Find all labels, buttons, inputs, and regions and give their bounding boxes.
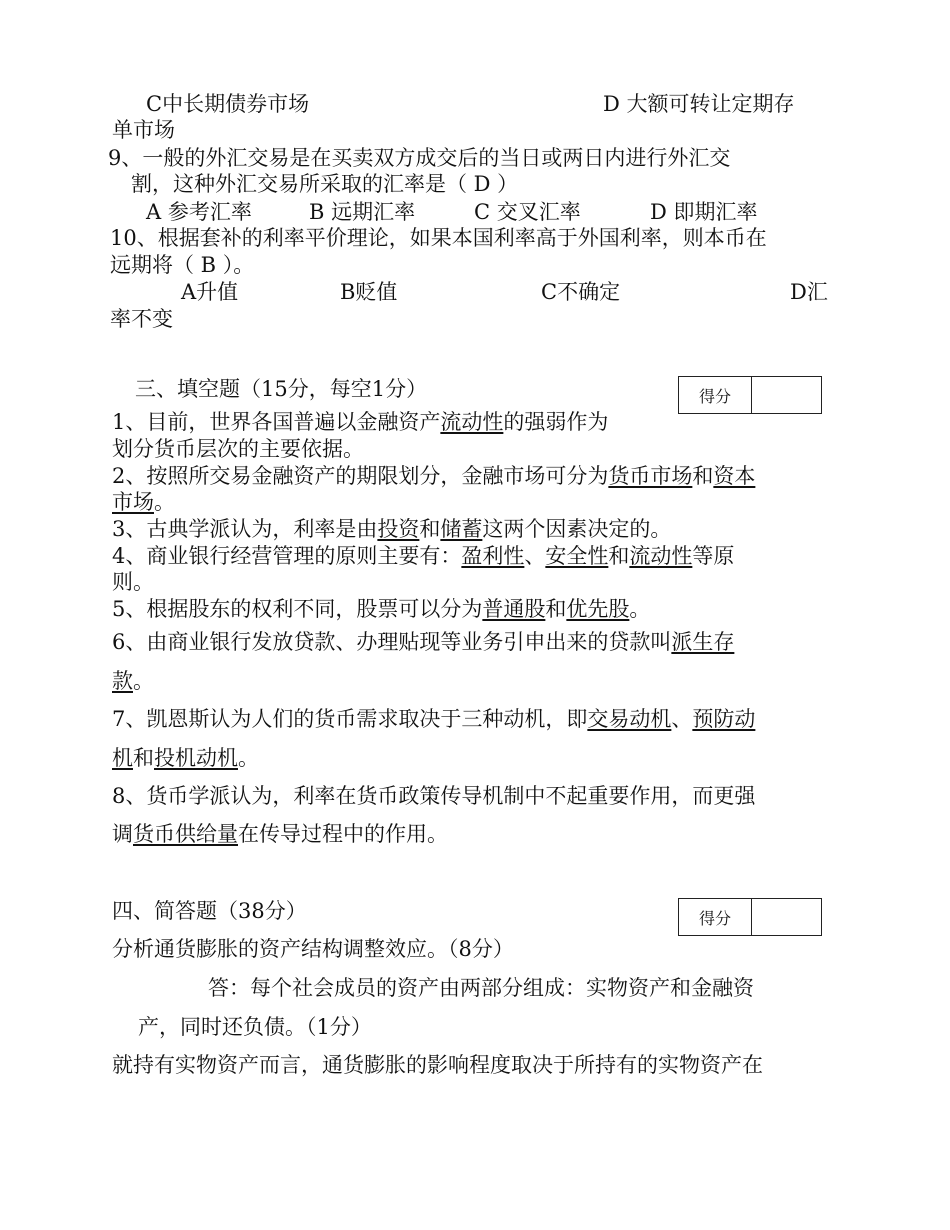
answer-blank: 投资 [377,517,420,541]
fill-item-4: 4、商业银行经营管理的原则主要有：盈利性、安全性和流动性等原 [112,544,735,568]
q10-option-b: B贬值 [340,280,398,304]
q9-option-b: B 远期汇率 [309,200,416,224]
q10-option-a: A升值 [181,280,239,304]
fill-item-8: 8、货币学派认为，利率在货币政策传导机制中不起重要作用，而更强 [112,784,756,808]
answer-line-1: 答：每个社会成员的资产由两部分组成：实物资产和金融资 [208,976,754,1000]
q9-stem-line1: 9、一般的外汇交易是在买卖双方成交后的当日或两日内进行外汇交 [108,146,731,170]
answer-blank: 优先股 [566,597,630,621]
q9-option-a: A 参考汇率 [146,200,252,224]
section4-title: 四、简答题（38分） [112,899,307,923]
section4-question: 分析通货膨胀的资产结构调整效应。（8分） [112,937,514,961]
q8-option-c: C中长期债券市场 [146,92,310,116]
fill-item-3: 3、古典学派认为，利率是由投资和储蓄这两个因素决定的。 [112,517,672,541]
fill-item-1: 1、目前，世界各国普遍以金融资产流动性的强弱作为 [112,410,609,434]
fill-item-2: 2、按照所交易金融资产的期限划分，金融市场可分为货币市场和资本 [112,464,756,488]
q10-stem-line1: 10、根据套补的利率平价理论，如果本国利率高于外国利率，则本币在 [110,226,767,250]
answer-blank: 货币供给量 [133,822,238,846]
section3-score-field[interactable] [752,377,821,413]
fill-item-4-line2: 则。 [112,570,154,594]
q10-option-c: C不确定 [541,280,621,304]
section3-title: 三、填空题（15分，每空1分） [135,377,428,401]
answer-blank: 货币市场 [608,464,693,488]
fill-item-6: 6、由商业银行发放贷款、办理贴现等业务引申出来的贷款叫派生存 [112,630,735,654]
answer-line-3: 就持有实物资产而言，通货膨胀的影响程度取决于所持有的实物资产在 [112,1053,763,1077]
answer-blank: 资本 [713,464,756,488]
fill-item-7: 7、凯恩斯认为人们的货币需求取决于三种动机，即交易动机、预防动 [112,707,756,731]
section4-score-label: 得分 [679,899,752,935]
q9-stem-line2: 割，这种外汇交易所采取的汇率是（ D ） [131,172,519,196]
answer-blank: 市场 [112,490,154,514]
fill-item-8-line2: 调货币供给量在传导过程中的作用。 [112,822,448,846]
section3-score-box [678,376,822,414]
fill-item-7-line2: 机和投机动机。 [112,746,259,770]
fill-item-1-line2: 划分货币层次的主要依据。 [112,437,364,461]
answer-blank: 流动性 [440,410,504,434]
q8-option-d-continued: 单市场 [112,118,175,142]
q9-option-d: D 即期汇率 [650,200,758,224]
section4-score-box [678,898,822,936]
answer-blank: 普通股 [482,597,546,621]
fill-item-6-line2: 款。 [112,669,154,693]
q10-option-d: D汇 [790,280,828,304]
q9-option-c: C 交叉汇率 [474,200,581,224]
section3-score-label: 得分 [679,377,752,413]
answer-blank: 投机动机 [154,746,238,770]
q10-option-d-continued: 率不变 [110,307,173,331]
answer-blank: 派生存 [671,630,735,654]
section4-score-field[interactable] [752,899,821,935]
q8-option-d: D 大额可转让定期存 [603,92,795,116]
answer-blank: 流动性 [629,544,693,568]
answer-blank: 款 [112,669,133,693]
q10-stem-line2: 远期将（ B ）。 [110,253,255,277]
answer-blank: 交易动机 [587,707,672,731]
answer-blank: 预防动 [692,707,756,731]
answer-blank: 机 [112,746,133,770]
answer-blank: 盈利性 [461,544,525,568]
fill-item-5: 5、根据股东的权利不同，股票可以分为普通股和优先股。 [112,597,651,621]
answer-line-2: 产，同时还负债。（1分） [138,1015,372,1039]
answer-blank: 安全性 [545,544,609,568]
answer-blank: 储蓄 [440,517,483,541]
fill-item-2-line2: 市场。 [112,490,175,514]
